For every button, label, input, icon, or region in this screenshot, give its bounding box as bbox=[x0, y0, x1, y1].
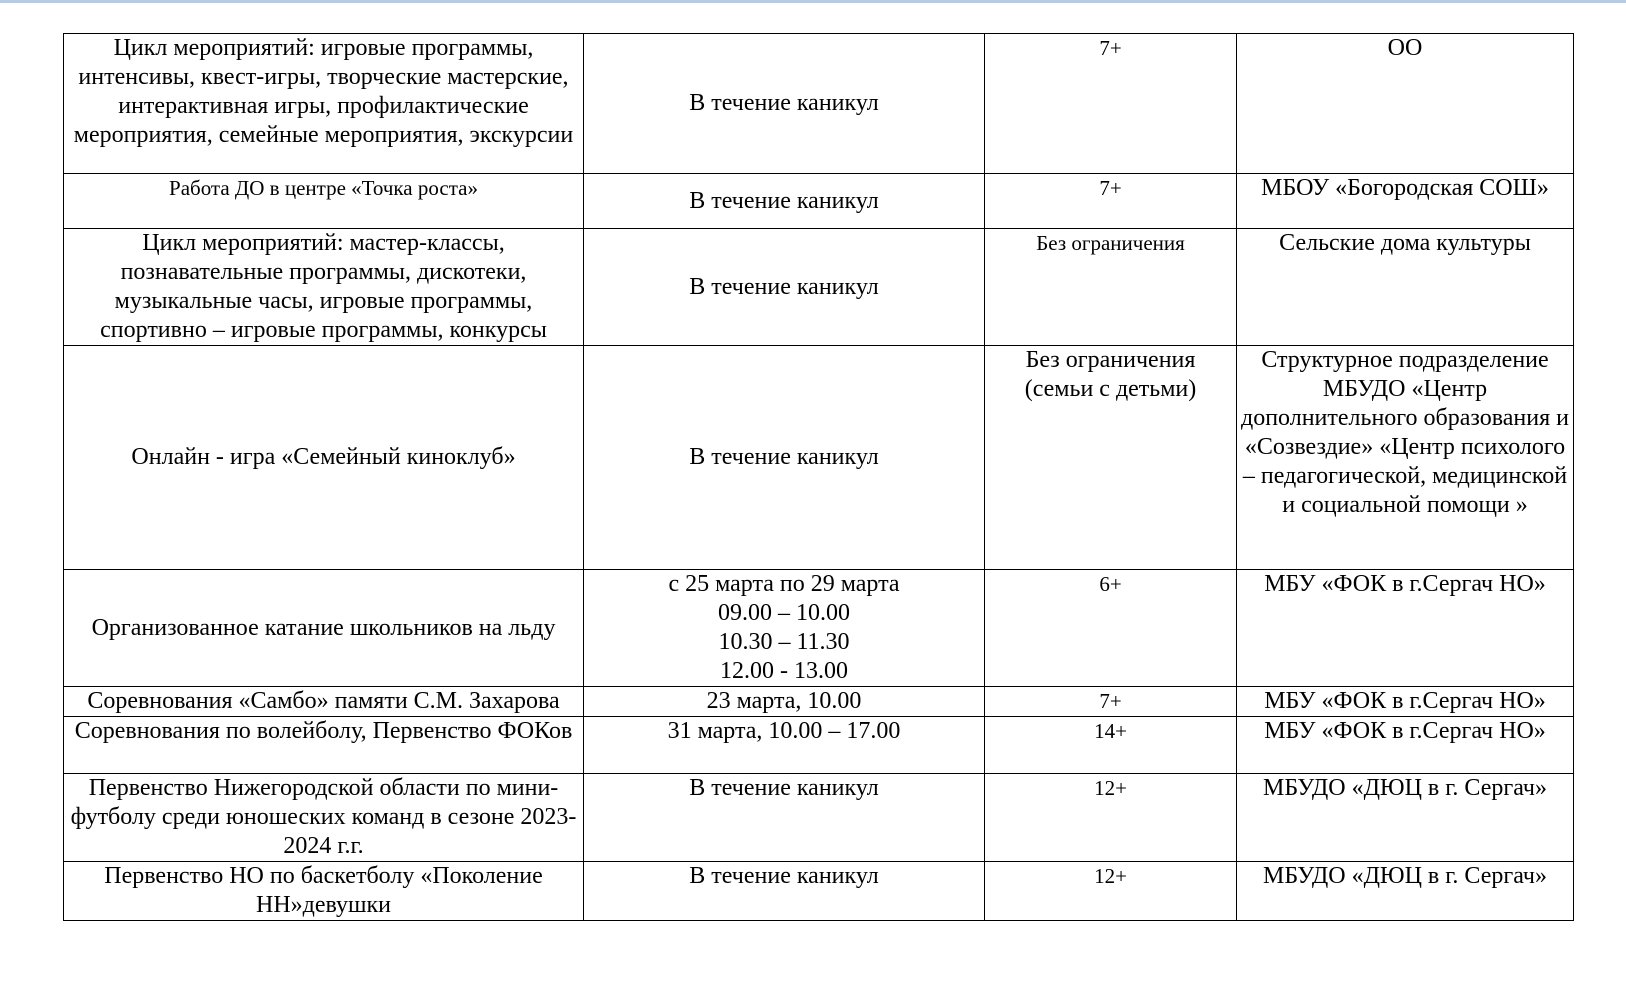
dates-cell: В течение каникул bbox=[584, 34, 985, 174]
event-cell: Соревнования по волейболу, Первенство ФОКов bbox=[64, 717, 584, 774]
organizer-cell: Структурное подразделение МБУДО «Центр дополнительного образования и «Созвездие» «Центр психолого – педагогической, медицинской и социальной помощи » bbox=[1237, 346, 1574, 570]
event-cell: Работа ДО в центре «Точка роста» bbox=[64, 174, 584, 229]
event-cell: Онлайн - игра «Семейный киноклуб» bbox=[64, 346, 584, 570]
table-row bbox=[64, 570, 1574, 687]
organizer-cell: Сельские дома культуры bbox=[1237, 229, 1574, 346]
event-cell: Первенство Нижегородской области по мини-футболу среди юношеских команд в сезоне 2023-2024 г.г. bbox=[64, 774, 584, 862]
dates-cell: В течение каникул bbox=[584, 774, 985, 862]
table-row bbox=[64, 229, 1574, 346]
organizer-cell: МБУДО «ДЮЦ в г. Сергач» bbox=[1237, 862, 1574, 921]
organizer-cell: МБУДО «ДЮЦ в г. Сергач» bbox=[1237, 774, 1574, 862]
table-row bbox=[64, 687, 1574, 717]
event-cell: Соревнования «Самбо» памяти С.М. Захарова bbox=[64, 687, 584, 717]
dates-cell: 23 марта, 10.00 bbox=[584, 687, 985, 717]
age-cell: Без ограничения bbox=[985, 229, 1237, 346]
dates-cell: В течение каникул bbox=[584, 346, 985, 570]
dates-cell: В течение каникул bbox=[584, 862, 985, 921]
event-cell: Цикл мероприятий: игровые программы, интенсивы, квест-игры, творческие мастерские, интерактивная игры, профилактические мероприятия, семейные мероприятия, экскурсии bbox=[64, 34, 584, 174]
organizer-cell: МБУ «ФОК в г.Сергач НО» bbox=[1237, 687, 1574, 717]
age-cell: 7+ bbox=[985, 34, 1237, 174]
table-row bbox=[64, 346, 1574, 570]
organizer-cell: МБУ «ФОК в г.Сергач НО» bbox=[1237, 570, 1574, 687]
dates-cell: 31 марта, 10.00 – 17.00 bbox=[584, 717, 985, 774]
table-row bbox=[64, 862, 1574, 921]
event-cell: Цикл мероприятий: мастер-классы, познавательные программы, дискотеки, музыкальные часы, игровые программы, спортивно – игровые программы, конкурсы bbox=[64, 229, 584, 346]
age-cell: 7+ bbox=[985, 174, 1237, 229]
dates-cell: с 25 марта по 29 марта 09.00 – 10.00 10.30 – 11.30 12.00 - 13.00 bbox=[584, 570, 985, 687]
age-cell: 6+ bbox=[985, 570, 1237, 687]
event-cell: Организованное катание школьников на льду bbox=[64, 570, 584, 687]
age-cell: Без ограничения (семьи с детьми) bbox=[985, 346, 1237, 570]
age-cell: 12+ bbox=[985, 862, 1237, 921]
table-row bbox=[64, 174, 1574, 229]
dates-cell: В течение каникул bbox=[584, 174, 985, 229]
event-cell: Первенство НО по баскетболу «Поколение НН»девушки bbox=[64, 862, 584, 921]
table-row bbox=[64, 34, 1574, 174]
age-cell: 12+ bbox=[985, 774, 1237, 862]
age-cell: 14+ bbox=[985, 717, 1237, 774]
dates-cell: В течение каникул bbox=[584, 229, 985, 346]
table-row bbox=[64, 717, 1574, 774]
window-top-border bbox=[0, 0, 1626, 3]
events-table bbox=[63, 33, 1574, 921]
organizer-cell: ОО bbox=[1237, 34, 1574, 174]
organizer-cell: МБУ «ФОК в г.Сергач НО» bbox=[1237, 717, 1574, 774]
table-row bbox=[64, 774, 1574, 862]
age-cell: 7+ bbox=[985, 687, 1237, 717]
organizer-cell: МБОУ «Богородская СОШ» bbox=[1237, 174, 1574, 229]
